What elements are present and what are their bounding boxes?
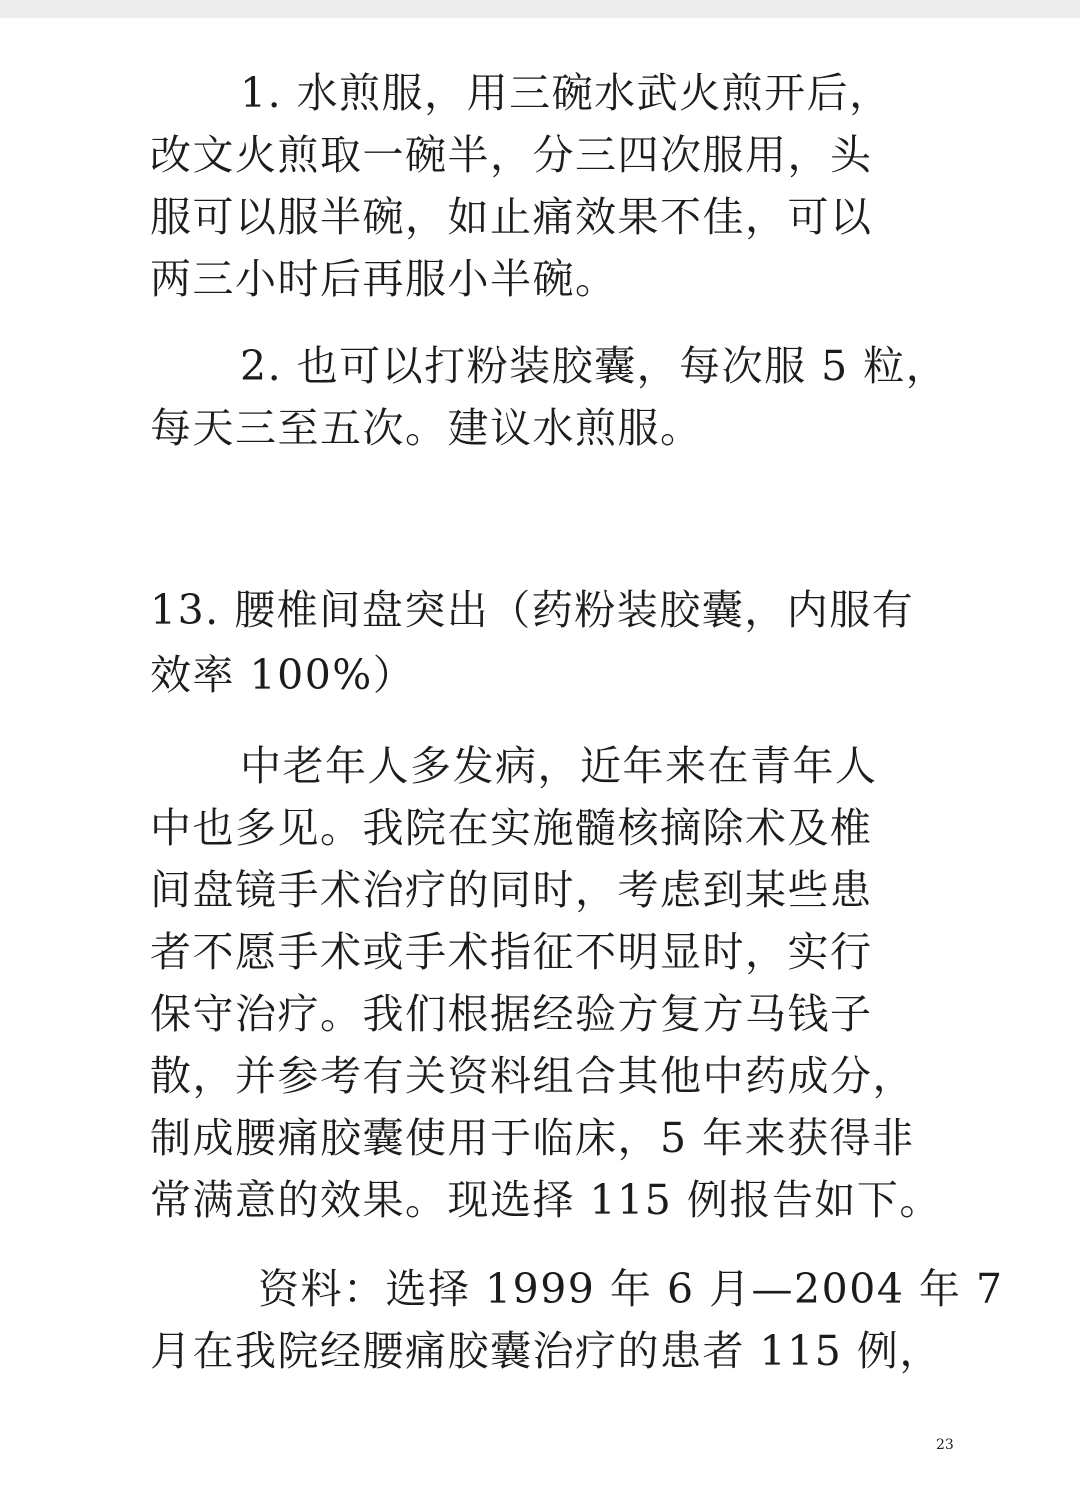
paragraph-line: 中也多见。我院在实施髓核摘除术及椎 (150, 804, 873, 852)
paragraph-line: 制成腰痛胶囊使用于临床，5 年来获得非 (150, 1114, 915, 1162)
paragraph-line: 间盘镜手术治疗的同时，考虑到某些患 (150, 866, 873, 914)
paragraph-line: 月在我院经腰痛胶囊治疗的患者 115 例， (150, 1327, 942, 1375)
document-page (0, 18, 1080, 1491)
paragraph-line: 资料：选择 1999 年 6 月—2004 年 7 (258, 1265, 1004, 1313)
top-bar (0, 0, 1080, 18)
page-number: 23 (936, 1437, 954, 1453)
paragraph-line: 常满意的效果。现选择 115 例报告如下。 (150, 1176, 942, 1224)
paragraph-line: 散，并参考有关资料组合其他中药成分， (150, 1052, 915, 1100)
paragraph-line: 2. 也可以打粉装胶囊，每次服 5 粒， (240, 342, 949, 390)
paragraph-line: 每天三至五次。建议水煎服。 (150, 404, 703, 452)
section-heading: 13. 腰椎间盘突出（药粉装胶囊，内服有 (150, 586, 915, 634)
paragraph-line: 服可以服半碗，如止痛效果不佳，可以 (150, 193, 873, 241)
paragraph-line: 者不愿手术或手术指征不明显时，实行 (150, 928, 873, 976)
paragraph-line: 1. 水煎服，用三碗水武火煎开后， (240, 69, 892, 117)
section-heading: 效率 100%） (150, 651, 416, 699)
paragraph-line: 改文火煎取一碗半，分三四次服用，头 (150, 131, 873, 179)
paragraph-line: 中老年人多发病，近年来在青年人 (240, 742, 878, 790)
paragraph-line: 两三小时后再服小半碗。 (150, 255, 618, 303)
paragraph-line: 保守治疗。我们根据经验方复方马钱子 (150, 990, 873, 1038)
